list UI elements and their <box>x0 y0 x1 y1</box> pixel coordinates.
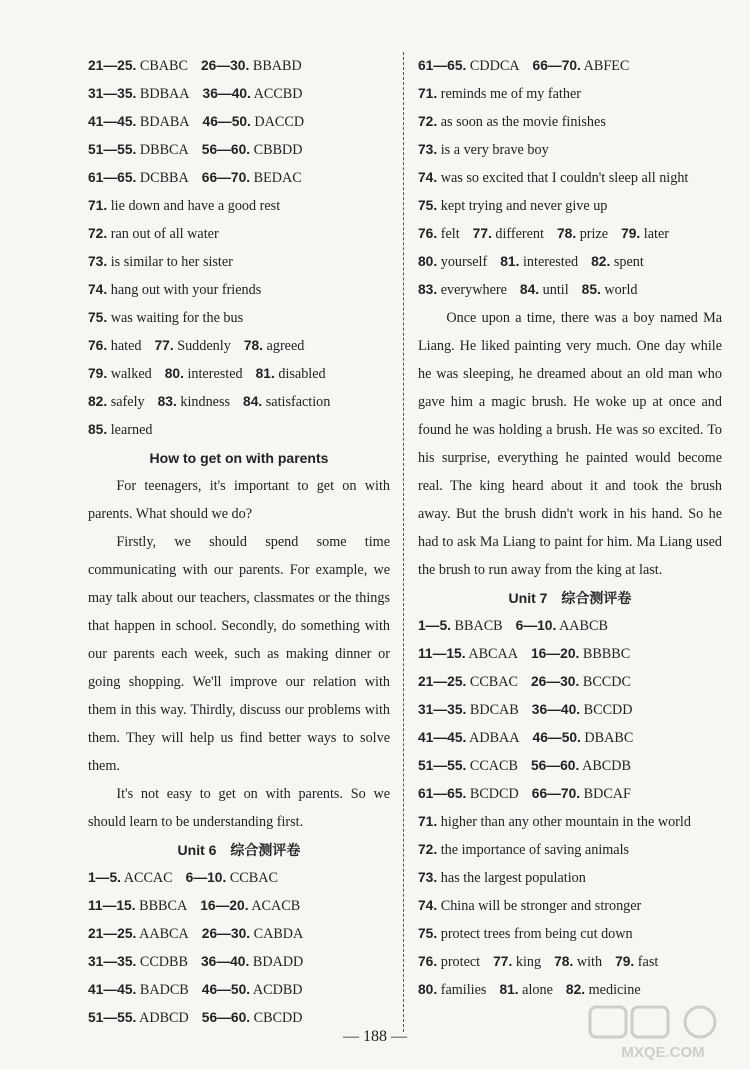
unit7-answers <box>418 612 722 808</box>
answer-value: ADBAA <box>469 730 520 746</box>
item-text: king <box>515 954 542 970</box>
item-text: world <box>604 282 638 298</box>
answer-range: 46—50. <box>201 982 251 997</box>
item-number: 85. <box>581 282 601 297</box>
answer-value: CBABC <box>139 58 188 74</box>
answer-range: 46—50. <box>202 114 251 129</box>
item-number: 75. <box>418 926 438 941</box>
answer-value: ACCAC <box>123 870 173 886</box>
item-text: agreed <box>266 338 305 354</box>
answer-range: 21—25. <box>418 674 467 689</box>
answer-range: 41—45. <box>418 730 467 745</box>
answer-line <box>418 696 722 724</box>
item-text: reminds me of my father <box>440 86 581 102</box>
item-number: 73. <box>418 870 438 885</box>
answer-value: BBBCA <box>139 898 188 914</box>
item-text: prize <box>579 226 609 242</box>
answer-range: 26—30. <box>201 926 251 941</box>
watermark-text: MXQE.COM <box>621 1044 705 1061</box>
answer-range: 46—50. <box>532 730 581 745</box>
answer-line <box>88 136 390 164</box>
item-number: 74. <box>88 282 108 297</box>
word-line <box>418 248 722 276</box>
answer-value: ABCDB <box>582 758 631 774</box>
item-text: alone <box>522 982 553 998</box>
answer-value: BDCAF <box>583 786 631 802</box>
right-column <box>418 52 722 1004</box>
item-number: 71. <box>88 198 108 213</box>
watermark-logo-icon <box>588 1005 738 1063</box>
answer-line <box>88 108 390 136</box>
item-text: is a very brave boy <box>440 142 549 158</box>
answer-value: DBBCA <box>139 142 189 158</box>
answer-value: BDBAA <box>139 86 190 102</box>
sentence-line <box>88 192 390 220</box>
answer-value: CCDBB <box>139 954 188 970</box>
item-text: was waiting for the bus <box>110 310 244 326</box>
item-text: satisfaction <box>265 394 331 410</box>
answer-value: CABDA <box>253 926 304 942</box>
item-text: protect trees from being cut down <box>440 926 633 942</box>
sentence-line <box>418 808 722 836</box>
answer-range: 51—55. <box>88 1010 137 1025</box>
answer-range: 41—45. <box>88 114 137 129</box>
item-text: families <box>440 982 487 998</box>
item-number: 76. <box>418 954 438 969</box>
item-text: medicine <box>588 982 641 998</box>
page-number: — 188 — <box>343 1028 407 1045</box>
sentence-line <box>418 864 722 892</box>
answer-range: 61—65. <box>418 786 467 801</box>
item-text: everywhere <box>440 282 507 298</box>
item-text: learned <box>110 422 153 438</box>
item-text: lie down and have a good rest <box>110 198 281 214</box>
item-number: 73. <box>418 142 438 157</box>
item-number: 78. <box>554 954 574 969</box>
answer-block-top <box>88 52 390 192</box>
answer-line <box>88 52 390 80</box>
item-number: 80. <box>418 254 438 269</box>
answer-value: BDADD <box>252 954 304 970</box>
item-text: is similar to her sister <box>110 254 233 270</box>
answer-line <box>418 752 722 780</box>
answer-range: 6—10. <box>185 870 227 885</box>
unit6-answers <box>88 864 390 1032</box>
item-text: with <box>576 954 603 970</box>
essay-title: How to get on with parents <box>149 450 329 466</box>
answer-value: BCCDC <box>582 674 631 690</box>
item-text: fast <box>637 954 659 970</box>
answer-block-top <box>418 52 722 80</box>
item-number: 71. <box>418 86 438 101</box>
item-number: 82. <box>591 254 611 269</box>
unit7-sentence-answers <box>418 808 722 948</box>
item-number: 82. <box>565 982 586 997</box>
sentence-answers <box>418 80 722 220</box>
answer-range: 41—45. <box>88 982 137 997</box>
answer-range: 61—65. <box>418 58 467 73</box>
essay-paragraph: It's not easy to get on with parents. So we should learn to be understanding first. <box>88 786 390 830</box>
sentence-line <box>418 836 722 864</box>
item-text: felt <box>440 226 460 242</box>
answer-range: 56—60. <box>530 758 580 773</box>
word-line <box>88 416 390 444</box>
answer-value: DCBBA <box>139 170 189 186</box>
answer-value: ADBCD <box>139 1010 189 1026</box>
item-text: hang out with your friends <box>110 282 262 298</box>
item-text: ran out of all water <box>110 226 219 242</box>
word-line <box>418 276 722 304</box>
item-number: 82. <box>88 394 108 409</box>
sentence-line <box>88 220 390 248</box>
item-number: 81. <box>500 254 520 269</box>
answer-line <box>88 948 390 976</box>
answer-line <box>88 864 390 892</box>
item-text: China will be stronger and stronger <box>440 898 642 914</box>
item-number: 71. <box>418 814 438 829</box>
answer-line <box>418 640 722 668</box>
answer-value: CCACB <box>469 758 518 774</box>
answer-range: 31—35. <box>88 954 137 969</box>
sentence-line <box>88 304 390 332</box>
item-number: 77. <box>472 226 492 241</box>
unit6-title: Unit 6 综合测评卷 <box>177 842 301 858</box>
item-number: 81. <box>499 982 519 997</box>
answer-value: BBACB <box>454 618 503 634</box>
word-line <box>418 948 722 976</box>
item-number: 83. <box>157 394 177 409</box>
word-line <box>88 332 390 360</box>
item-text: was so excited that I couldn't sleep all night <box>440 170 689 186</box>
answer-range: 16—20. <box>200 898 249 913</box>
item-text: the importance of saving animals <box>440 842 630 858</box>
answer-range: 36—40. <box>531 702 581 717</box>
answer-line <box>418 52 722 80</box>
answer-range: 16—20. <box>531 646 580 661</box>
answer-value: ABFEC <box>583 58 630 74</box>
answer-range: 26—30. <box>530 674 580 689</box>
answer-range: 21—25. <box>88 926 137 941</box>
item-number: 75. <box>88 310 108 325</box>
answer-value: CCBAC <box>229 870 278 886</box>
item-number: 76. <box>88 338 108 353</box>
item-number: 84. <box>519 282 540 297</box>
sentence-line <box>418 136 722 164</box>
answer-range: 31—35. <box>88 86 137 101</box>
answer-line <box>88 80 390 108</box>
item-text: walked <box>110 366 152 382</box>
item-number: 73. <box>88 254 108 269</box>
answer-line <box>88 164 390 192</box>
item-text: interested <box>187 366 243 382</box>
answer-value: BEDAC <box>253 170 302 186</box>
answer-range: 56—60. <box>201 1010 251 1025</box>
word-line <box>88 360 390 388</box>
answer-value: BCDCD <box>469 786 519 802</box>
answer-line <box>418 612 722 640</box>
answer-value: ACDBD <box>252 982 303 998</box>
sentence-line <box>418 80 722 108</box>
unit7-word-answers <box>418 948 722 1004</box>
answer-value: CCBAC <box>469 674 518 690</box>
answer-value: ACCBD <box>253 86 303 102</box>
answer-value: BDABA <box>139 114 190 130</box>
answer-range: 11—15. <box>418 646 466 661</box>
answer-value: DACCD <box>254 114 305 130</box>
answer-range: 36—40. <box>202 86 251 101</box>
item-text: kindness <box>180 394 231 410</box>
word-line <box>418 976 722 1004</box>
answer-line <box>418 780 722 808</box>
unit7-title: Unit 7 综合测评卷 <box>508 590 632 606</box>
answer-value: BBABD <box>252 58 302 74</box>
item-text: safely <box>110 394 145 410</box>
answer-range: 56—60. <box>201 142 251 157</box>
item-number: 80. <box>164 366 184 381</box>
item-number: 80. <box>418 982 438 997</box>
sentence-line <box>418 164 722 192</box>
item-text: kept trying and never give up <box>440 198 608 214</box>
item-number: 78. <box>243 338 263 353</box>
answer-line <box>88 920 390 948</box>
item-number: 78. <box>556 226 577 241</box>
answer-range: 66—70. <box>531 786 581 801</box>
column-divider <box>403 52 404 1032</box>
answer-value: BADCB <box>139 982 189 998</box>
item-text: Suddenly <box>177 338 231 354</box>
word-line <box>88 388 390 416</box>
answer-range: 26—30. <box>200 58 250 73</box>
answer-value: CDDCA <box>469 58 520 74</box>
item-number: 77. <box>493 954 513 969</box>
item-text: has the largest population <box>440 870 586 886</box>
item-number: 79. <box>621 226 641 241</box>
answer-line <box>88 976 390 1004</box>
answer-value: AABCB <box>559 618 608 634</box>
answer-range: 6—10. <box>515 618 557 633</box>
sentence-line <box>418 892 722 920</box>
answer-line <box>418 724 722 752</box>
item-number: 84. <box>243 394 263 409</box>
answer-value: ABCAA <box>468 646 518 662</box>
word-answers <box>88 332 390 444</box>
item-number: 77. <box>154 338 174 353</box>
item-text: later <box>643 226 669 242</box>
sentence-line <box>88 276 390 304</box>
answer-range: 66—70. <box>532 58 581 73</box>
word-line <box>418 220 722 248</box>
item-text: interested <box>522 254 579 270</box>
item-text: yourself <box>440 254 488 270</box>
item-text: protect <box>440 954 481 970</box>
item-number: 74. <box>418 898 438 913</box>
answer-range: 61—65. <box>88 170 137 185</box>
answer-range: 31—35. <box>418 702 467 717</box>
answer-range: 36—40. <box>200 954 250 969</box>
answer-range: 1—5. <box>418 618 451 633</box>
answer-range: 66—70. <box>201 170 251 185</box>
item-number: 72. <box>418 842 438 857</box>
answer-range: 51—55. <box>88 142 137 157</box>
item-number: 85. <box>88 422 108 437</box>
sentence-line <box>418 920 722 948</box>
item-number: 76. <box>418 226 438 241</box>
answer-value: BCCDD <box>583 702 633 718</box>
story-paragraph: Once upon a time, there was a boy named Ma Liang. He liked painting very much. One day while he was sleeping, he dreamed about an old man who gave him a magic brush. He woke up at once and found he was holding a brush. He was so excited. To his surprise, everything he painted would become real. The king heard about it and took the brush away. But the brush didn't work in his hand. So he had to ask Ma Liang to paint for him. Ma Liang used the brush to run away from the king at last. <box>418 310 722 578</box>
word-answers <box>418 220 722 304</box>
item-text: higher than any other mountain in the world <box>440 814 691 830</box>
item-text: as soon as the movie finishes <box>440 114 606 130</box>
item-number: 72. <box>88 226 108 241</box>
answer-value: DBABC <box>584 730 634 746</box>
answer-range: 51—55. <box>418 758 467 773</box>
item-text: hated <box>110 338 142 354</box>
item-text: different <box>495 226 544 242</box>
answer-value: AABCA <box>139 926 189 942</box>
item-text: until <box>542 282 569 298</box>
item-number: 74. <box>418 170 438 185</box>
answer-value: BBBBC <box>582 646 631 662</box>
answer-range: 11—15. <box>88 898 136 913</box>
sentence-line <box>88 248 390 276</box>
answer-value: CBBDD <box>253 142 303 158</box>
left-column <box>88 52 390 1032</box>
item-number: 79. <box>88 366 108 381</box>
item-number: 81. <box>255 366 275 381</box>
answer-value: ACACB <box>251 898 301 914</box>
answer-line <box>418 668 722 696</box>
sentence-line <box>418 108 722 136</box>
sentence-answers <box>88 192 390 332</box>
answer-value: CBCDD <box>253 1010 303 1026</box>
item-text: spent <box>613 254 644 270</box>
sentence-line <box>418 192 722 220</box>
item-number: 83. <box>418 282 438 297</box>
item-number: 72. <box>418 114 438 129</box>
item-number: 75. <box>418 198 438 213</box>
essay-paragraph: For teenagers, it's important to get on with parents. What should we do? <box>88 478 390 522</box>
item-number: 79. <box>615 954 635 969</box>
essay-paragraph: Firstly, we should spend some time communicating with our parents. For example, we may talk about our teachers, classmates or the things that happen in school. Secondly, do something with our parents each week, such as making dinner or going shopping. We'll improve our relation with them in this way. Thirdly, discuss our problems with them. They will help us find better ways to solve them. <box>88 534 390 774</box>
item-text: disabled <box>278 366 326 382</box>
answer-line <box>88 892 390 920</box>
answer-range: 1—5. <box>88 870 121 885</box>
answer-value: BDCAB <box>469 702 519 718</box>
answer-range: 21—25. <box>88 58 137 73</box>
